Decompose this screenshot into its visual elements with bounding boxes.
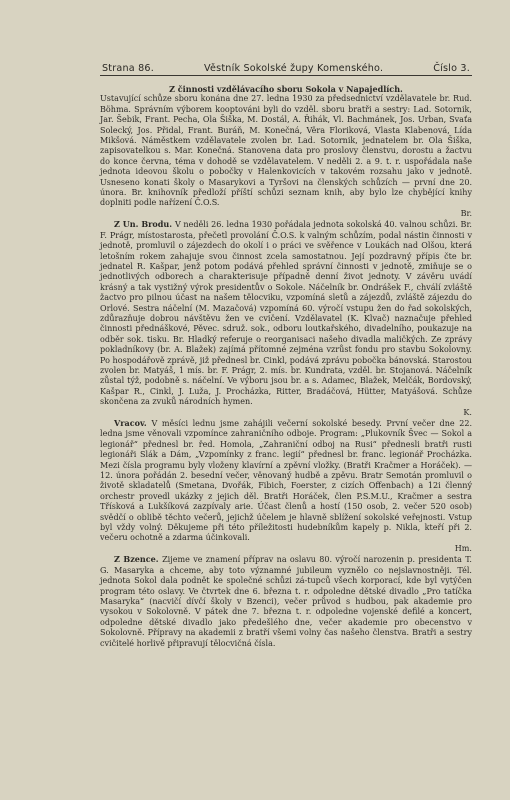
paragraph-bzenec bbox=[100, 554, 472, 649]
signature: Br. bbox=[460, 208, 472, 218]
paragraph-text: Zijeme ve znamení příprav na oslavu 80. výročí narozenin p. presidenta T. G. Masaryka a chceme, aby toto významné jubileum vyznělo co nejslavnostněji. Tél. jednota Sokol dala podnět ke společné schůzi zá-tupců všech korporací, kde byl vytýčen program této oslavy. Ve čtvrtek dne 6. března t. r. odpoledne dětské divadlo „Pro tatíčka Masaryka“ (nacvičí dívčí školy v Bzenci), večer průvod s hudbou, pak akademie pro vysokou v Sokolovně. V pátek dne 7. března t. r. odpoledne vojenské defilé a koncert, odpoledne dětské divadlo jako předešlého dne, večer akademie pro obecenstvo v Sokolovně. Přípravy na akademii z bratří všemi volny čas našeho členstva. Bratři a sestry cvičitelé horlivě připravují tělocvičná čísla. bbox=[100, 555, 472, 648]
section-heading: Z Bzence. bbox=[114, 554, 163, 565]
header-rule bbox=[100, 75, 472, 76]
section-heading: Vracov. bbox=[114, 418, 152, 428]
paragraph-text: V měsíci lednu jsme zahájili večerní sokolské besedy. První večer dne 22. ledna jsme věnovali vzpomínce zahraničního odboje. Program: „Plukovník Švec — Sokol a legionář“ přednesl br. řed. Homola, „Zahraniční odboj na Rusi“ přednesli bratři rusti legionáři Slák a Dám, „Vzpomínky z franc. legií“ přednesl br. franc. legionář Procházka. Mezi čísla programu byly vloženy klavírní a zpěvní vložky. (Bratři Kračmer a Horáček). — 12. února pořádán 2. besední večer, věnovaný hudbě a zpěvu. Bratr Semotán promluvil o životě skladatelů (Smetana, Dvořák, Fibich, Foerster, z cizích Offenbach) a 12i členný orchestr provedl ukázky z jejich děl. Bratři Horáček, člen P.S.M.U., Kračmer a sestra Třísková a Lukšíková zazpívaly arie. Účast členů a hostí (150 osob, 2. večer 520 osob) svědčí o oblibě těchto večerů, jejichž účelem je hlavně sblížení sokolské veřejnosti. Vstup byl vždy volný. Děkujeme při této příležitosti hudebníkům kapely p. Nikla, kteří při 2. večeru ochotně a zdarma účinkovali. bbox=[100, 419, 473, 543]
section-heading: Z činnosti vzdělávacího sboru Sokola v Napajedlích. bbox=[169, 84, 403, 94]
paragraph-napajedla bbox=[100, 84, 472, 209]
paragraph-text: Ustavující schůze sboru konána dne 27. ledna 1930 za předsednictví vzdělavatele br. Rud. Böhma. Správním výborem kooptováni byli do vzděl. sboru bratři a sestry: Lad. Sotornik, Jar. Šebik, Frant. Pecha, Ola Šiška, M. Dostál, A. Řihák, Vl. Bachmánek, Jos. Urban, Svaťa Solecký, Jos. Přidal, Frant. Buráň, M. Konečná, Věra Floriková, Vlasta Klabenová, Lída Mikšová. Náměstkem vzdělavatele zvolen br. Lad. Sotornik, jednatelem br. Ola Šiška, zapisovatelkou s. Mar. Konečná. Stanovena data pro proslovy členstvu, dorostu a žactvu do konce června, téma v dohodě se vzdělavatelem. V neděli 2. a 9. t. r. uspořádala naše jednota ideovou školu o pobočky v Halenkovicích v takovém rozsahu jako v jednotě. Usneseno konati školy o Masarykovi a Tyršovi na členských schůzích — první dne 20. února. Br. knihovník předloží příští schůzi seznam knih, aby bylo lze chybějící knihy doplniti podle nařízení Č.O.S. bbox=[100, 94, 472, 208]
journal-title: Věstník Sokolské župy Komenského. bbox=[204, 63, 384, 74]
page-number: Strana 86. bbox=[102, 63, 154, 74]
signature: K. bbox=[463, 407, 472, 417]
article-body bbox=[100, 84, 472, 649]
page-header bbox=[102, 58, 470, 74]
paragraph-un-brod bbox=[100, 219, 472, 407]
section-heading: Z Un. Brodu. bbox=[114, 219, 175, 230]
paragraph-vracov bbox=[100, 418, 472, 544]
paragraph-text: V neděli 26. ledna 1930 pořádala jednota sokolská 40. valnou schůzi. Br. F. Prágr, místostarosta, přečetl provolání Č.O.S. k valným schůzím, podal nástin činnosti v jednotě, promluvil o zájezdech do okolí i o práci ve svěřence v Loukách nad Olšou, která letošním rokem zahajuje svou činnost zcela samostatnou. Její pozdravný přípis čte br. jednatel R. Kašpar, jenž potom podává přehled správní činnosti v jednotě, zmiňuje se o jednotlivých odborech a charakterisuje případně denní život jednoty. V závěru uvádí krásný a tak vystižný výrok presidentův o Sokole. Náčelník br. Ondrášek F., chválí zvláště žactvo pro pilnou účast na našem tělocviku, vzpomíná sletů a zájezdů, zvláště zájezdu do Orlové. Sestra náčelní (M. Mazačová) vzpomíná 60. výročí vstupu žen do řad sokolských, zdůrazňuje dobrou návštěvu žen ve cvičení. Vzdělavatel (K. Klvač) naznačuje přehled činnosti přednáškové, Pěvec. sdruž. sok., odboru loutkařského, divadelního, poukazuje na odběr sok. tisku. Br. Hladký referuje o reorganisaci našeho divadla maličkých. Ze zprávy pokladníkovy (br. A. Blažek) zajímá přítomné zejména vzrůst fondu pro stavbu Sokolovny. Po hospodářově zprávě, již přednesl br. Cinkl, podává zprávu pobočka bánovská. Starostou zvolen br. Matyáš, 1 mís. br. F. Prágr, 2. mís. br. Kundrata, vzděl. br. Stojanová. Náčelník zůstal týž, podobně s. náčelní. Ve výboru jsou br. a s. Adamec, Blažek, Melčák, Bordovský, Kašpar R., Cinkl, J. Luža, J. Procházka, Ritter, Bradáčová, Hütter, Matyášová. Schůze skončena za zvuků národních hymen. bbox=[100, 220, 472, 407]
issue-number: Číslo 3. bbox=[433, 63, 470, 74]
signature: Hm. bbox=[454, 543, 472, 553]
